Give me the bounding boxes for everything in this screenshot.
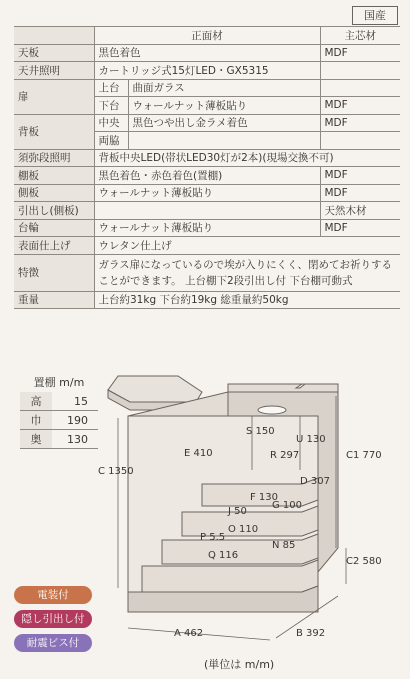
badge-electric: 電装付 bbox=[14, 586, 92, 604]
header-main: 主芯材 bbox=[320, 27, 400, 45]
row-main: MDF bbox=[320, 97, 400, 115]
shelf-value: 190 bbox=[52, 411, 98, 430]
dim-s: S 150 bbox=[246, 426, 275, 437]
shelf-value: 15 bbox=[52, 392, 98, 411]
badge-hidden-drawer: 隠し引出し付 bbox=[14, 610, 92, 628]
row-main: MDF bbox=[320, 114, 400, 132]
row-main: MDF bbox=[320, 219, 400, 237]
row-label: 天井照明 bbox=[14, 62, 94, 80]
shelf-key: 奥 bbox=[20, 430, 52, 449]
dim-q: Q 116 bbox=[208, 550, 239, 561]
dim-u: U 130 bbox=[296, 434, 326, 445]
shelf-value: 130 bbox=[52, 430, 98, 449]
row-main: MDF bbox=[320, 184, 400, 202]
row-main: MDF bbox=[320, 44, 400, 62]
row-front: ウレタン仕上げ bbox=[94, 237, 400, 255]
row-label: 側板 bbox=[14, 184, 94, 202]
row-label: 天板 bbox=[14, 44, 94, 62]
dim-p: P 5.5 bbox=[200, 532, 226, 543]
row-front: 上台約31kg 下台約19kg 総重量約50kg bbox=[94, 291, 400, 309]
dim-o: O 110 bbox=[228, 524, 259, 535]
row-label: 背板 bbox=[14, 114, 94, 149]
row-sub: 両脇 bbox=[94, 132, 128, 150]
row-label: 重量 bbox=[14, 291, 94, 309]
header-front: 正面材 bbox=[94, 27, 320, 45]
row-label: 須弥段照明 bbox=[14, 149, 94, 167]
dim-a: A 462 bbox=[174, 628, 204, 639]
row-label: 表面仕上げ bbox=[14, 237, 94, 255]
shelf-key: 巾 bbox=[20, 411, 52, 430]
dim-g: G 100 bbox=[272, 500, 303, 511]
row-front: 黒色つや出し金ラメ着色 bbox=[128, 114, 320, 132]
row-label: 棚板 bbox=[14, 167, 94, 185]
row-front: カートリッジ式15灯LED・GX5315 bbox=[94, 62, 320, 80]
origin-badge: 国産 bbox=[352, 6, 398, 25]
row-label: 引出し(側板) bbox=[14, 202, 94, 220]
row-front: 背板中央LED(帯状LED30灯が2本)(現場交換不可) bbox=[94, 149, 400, 167]
row-label: 台輪 bbox=[14, 219, 94, 237]
dim-r: R 297 bbox=[270, 450, 300, 461]
dim-f: F 130 bbox=[250, 492, 279, 503]
row-sub: 上台 bbox=[94, 79, 128, 97]
row-front: ウォールナット薄板貼り bbox=[94, 184, 320, 202]
shelf-key: 高 bbox=[20, 392, 52, 411]
dim-b: B 392 bbox=[296, 628, 326, 639]
row-label: 特徴 bbox=[14, 254, 94, 291]
dim-c1: C1 770 bbox=[346, 450, 382, 461]
row-front: 曲面ガラス bbox=[128, 79, 320, 97]
row-sub: 中央 bbox=[94, 114, 128, 132]
dim-c: C 1350 bbox=[98, 466, 134, 477]
row-front: ガラス扉になっているので埃が入りにくく、閉めてお祈りする ことができます。 上台棚下2段引出し付 下台棚可動式 bbox=[94, 254, 400, 291]
dim-e: E 410 bbox=[184, 448, 213, 459]
row-front: 黒色着色・赤色着色(置棚) bbox=[94, 167, 320, 185]
dim-j: J 50 bbox=[228, 506, 247, 517]
row-main: 天然木材 bbox=[320, 202, 400, 220]
row-front: ウォールナット薄板貼り bbox=[94, 219, 320, 237]
dim-d: D 307 bbox=[300, 476, 330, 487]
row-main: MDF bbox=[320, 167, 400, 185]
dim-n: N 85 bbox=[272, 540, 296, 551]
dim-c2: C2 580 bbox=[346, 556, 382, 567]
row-front: ウォールナット薄板貼り bbox=[128, 97, 320, 115]
shelf-title: 置棚 m/m bbox=[33, 376, 85, 389]
row-sub: 下台 bbox=[94, 97, 128, 115]
row-front: 黒色着色 bbox=[94, 44, 320, 62]
unit-note: (単位は m/m) bbox=[204, 658, 275, 671]
row-label: 扉 bbox=[14, 79, 94, 114]
badge-seismic-screw: 耐震ビス付 bbox=[14, 634, 92, 652]
ceiling-light bbox=[258, 406, 286, 414]
